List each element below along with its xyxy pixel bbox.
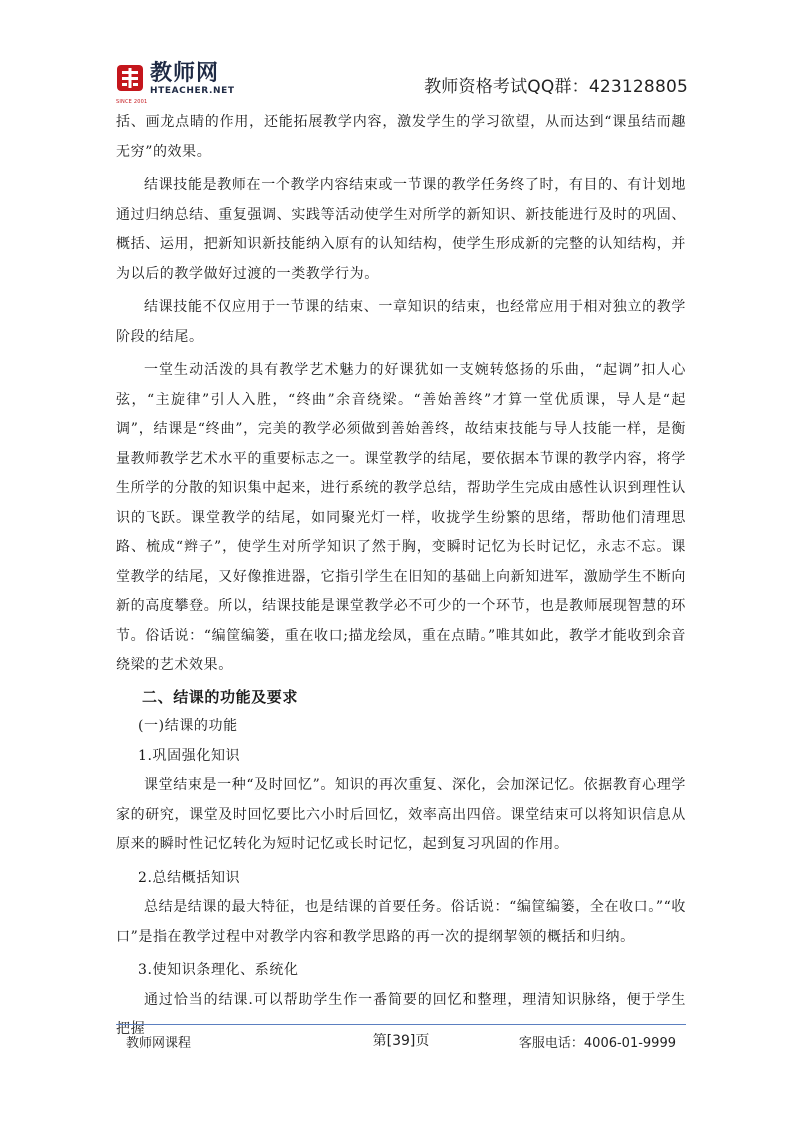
logo-since: SINCE 2001 <box>116 98 148 105</box>
paragraph: 结课技能是教师在一个教学内容结束或一节课的教学任务终了时，有目的、有计划地通过归纳总结、重复强调、实践等活动使学生对所学的新知识、新技能进行及时的巩固、概括、运用，把新知识新技能纳入原有的认知结构，使学生形成新的完整的认知结构，并为以后的教学做好过渡的一类教学行为。 <box>116 177 686 282</box>
item-body: 通过恰当的结课.可以帮助学生作一番简要的回忆和整理，理清知识脉络，便于学生把握 <box>116 991 686 1037</box>
section-heading: 二、结课的功能及要求 <box>142 687 299 706</box>
logo-domain: HTEACHER.NET <box>150 86 235 96</box>
footer-divider <box>116 1024 686 1025</box>
item-body: 总结是结课的最大特征，也是结课的首要任务。俗话说：“编筐编篓，全在收口。”“收口”是指在教学过程中对教学内容和教学思路的再一次的提纲挈领的概括和归纳。 <box>116 899 686 945</box>
qq-group-info: 教师资格考试QQ群：423128805 <box>424 77 688 97</box>
page-number: 第[39]页 <box>372 1033 430 1049</box>
page-footer <box>116 1030 686 1054</box>
logo-mark-icon <box>116 63 148 105</box>
paragraph: 一堂生动活泼的具有教学艺术魅力的好课犹如一支婉转悠扬的乐曲，“起调”扣人心弦，“主旋律”引人入胜，“终曲”余音绕梁。“善始善终”才算一堂优质课，导人是“起调”，结课是“终曲”，完美的教学必须做到善始善终，故结束技能与导人技能一样，是衡量教师教学艺术水平的重要标志之一。课堂教学的结尾，要依据本节课的教学内容，将学生所学的分散的知识集中起来，进行系统的教学总结，帮助学生完成由感性认识到理性认识的飞跃。课堂教学的结尾，如同聚光灯一样，收拢学生纷繁的思绪，帮助他们清理思路、梳成“辫子”，使学生对所学知识了然于胸，变瞬时记忆为长时记忆，永志不忘。课堂教学的结尾，又好像推进器，它指引学生在旧知的基础上向新知进军，激励学生不断向新的高度攀登。所以，结课技能是课堂教学必不可少的一个环节，也是教师展现智慧的环节。俗话说：“编筐编篓，重在收口;描龙绘凤，重在点睛。”唯其如此，教学才能收到余音绕梁的艺术效果。 <box>116 362 686 673</box>
paragraph: 括、画龙点睛的作用，还能拓展教学内容，激发学生的学习欲望，从而达到“课虽结而趣无穷”的效果。 <box>116 114 686 160</box>
item-title: 1.巩固强化知识 <box>138 747 241 764</box>
paragraph: 结课技能不仅应用于一节课的结束、一章知识的结束，也经常应用于相对独立的教学阶段的结尾。 <box>116 299 686 345</box>
page-header <box>0 0 800 110</box>
item-title: 2.总结概括知识 <box>138 869 241 886</box>
logo-title: 教师网 <box>150 61 220 86</box>
section-subheading: (一)结课的功能 <box>138 718 238 734</box>
logo <box>116 61 235 105</box>
item-body: 课堂结束是一种“及时回忆”。知识的再次重复、深化，会加深记忆。依据教育心理学家的研究，课堂及时回忆要比六小时后回忆，效率高出四倍。课堂结束可以将知识信息从原来的瞬时性记忆转化为短时记忆或长时记忆，起到复习巩固的作用。 <box>116 777 686 852</box>
footer-course-label: 教师网课程 <box>126 1036 192 1051</box>
item-title: 3.使知识条理化、系统化 <box>138 962 299 978</box>
document-body <box>116 108 686 1037</box>
customer-service-phone: 客服电话：4006-01-9999 <box>518 1036 676 1051</box>
